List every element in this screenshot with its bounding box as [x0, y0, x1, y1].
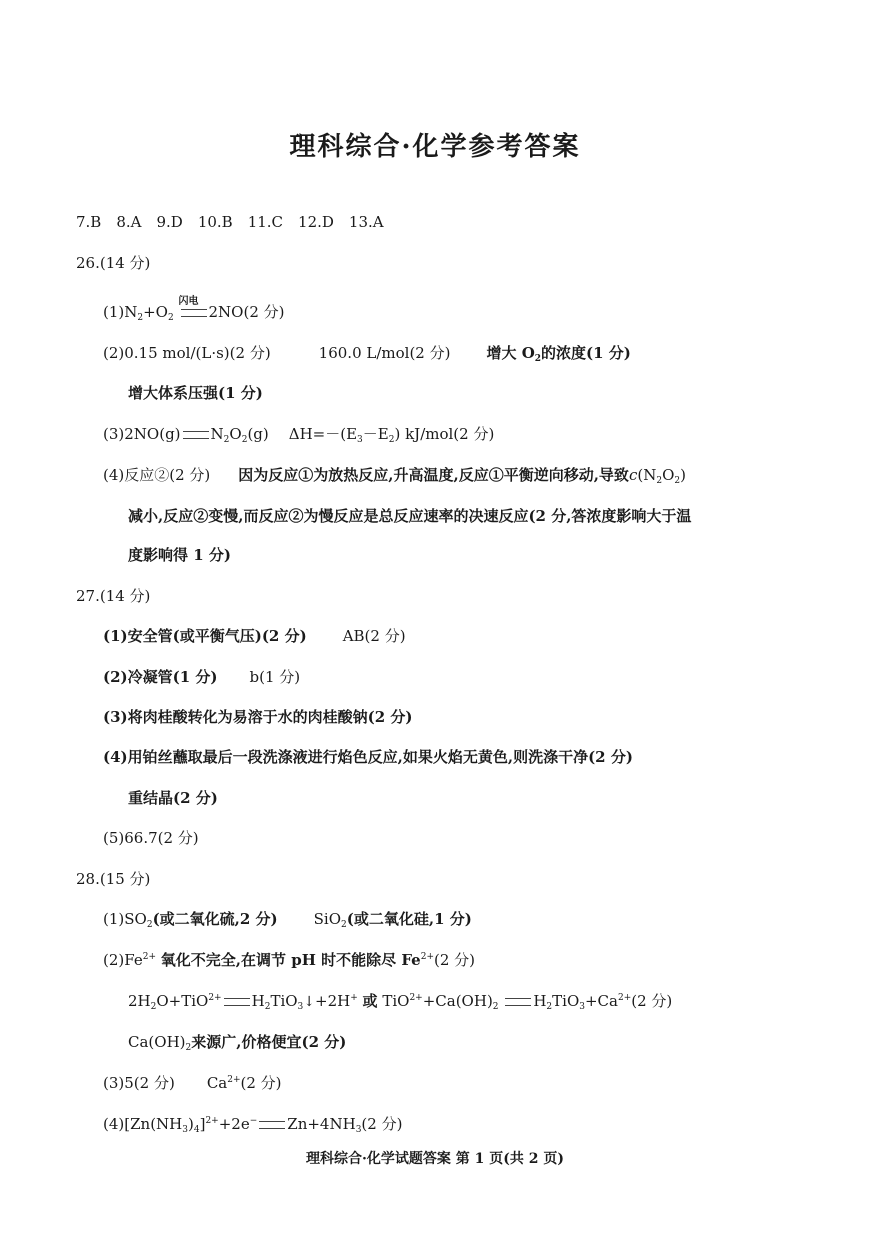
q28-part2: $(2)Fe^{2+}$ 氧化不完全,在调节 pH 时不能除尽 $Fe^{2+}(2$ 分) [103, 951, 476, 969]
q27-part1: (1)安全管(或平衡气压)(2 分) AB(2 分) [103, 627, 406, 645]
q27-part2: (2)冷凝管(1 分) b(1 分) [103, 668, 301, 686]
equals-sign [183, 431, 209, 439]
q26-part2: (2)0.15 mol/(L·s)(2 分) 160.0 L/mol(2 分) 增大 $O_2$的浓度(1 分) [103, 344, 631, 364]
reaction-condition-sign: 闪电 [181, 309, 207, 317]
q26-part1: $(1)N_2+O_2$ 闪电 2NO(2 分) [103, 296, 285, 323]
q26-part2-extra: 增大体系压强(1 分) [128, 384, 263, 402]
equals-sign [224, 998, 250, 1006]
q27-part5: (5)66.7(2 分) [103, 829, 199, 847]
q26-part4-line1: (4)反应②(2 分) 因为反应①为放热反应,升高温度,反应①平衡逆向移动,导致$c(N_2O_2)$ [103, 466, 686, 486]
equals-sign [505, 998, 531, 1006]
q26-part3: (3)2NO(g) $N_2O_2(g)$ $\Delta H=-(E_3-E_2)$ kJ/mol(2 分) [103, 425, 495, 445]
q26-part4-line3: 度影响得 1 分) [128, 546, 231, 564]
q27-part3: (3)将肉桂酸转化为易溶于水的肉桂酸钠(2 分) [103, 708, 413, 726]
page-title: 理科综合·化学参考答案 [289, 132, 581, 162]
choice-answers: 7.B 8.A 9.D 10.B 11.C 12.D 13.A [76, 213, 384, 231]
q28-header: 28.(15 分) [76, 870, 151, 888]
q28-part2-equation: $2H_2O+TiO^{2+}$ $H_2TiO_3↓+2H^+$ 或 $TiO^{2+}+Ca(OH)_2$ $H_2TiO_3+Ca^{2+}(2$ 分) [128, 992, 673, 1012]
q26-part4-line2: 减小,反应②变慢,而反应②为慢反应是总反应速率的决速反应(2 分,答浓度影响大于温 [128, 507, 692, 525]
q28-part4: $(4)[Zn(NH_3)_4]^{2+}+2e^-$ $Zn+4NH_3(2$ 分) [103, 1115, 403, 1135]
q28-part2-reason: $Ca(OH)_2$来源广,价格便宜(2 分) [128, 1033, 347, 1053]
q28-part3: (3)5(2 分) $Ca^{2+}(2$ 分) [103, 1074, 282, 1092]
q26-header: 26.(14 分) [76, 254, 151, 272]
q28-part1: $(1)SO_2$(或二氧化硫,2 分) SiO$_2$(或二氧化硅,1 分) [103, 910, 472, 930]
q27-part4: (4)用铂丝蘸取最后一段洗涤液进行焰色反应,如果火焰无黄色,则洗涤干净(2 分) [103, 748, 633, 766]
equals-sign [259, 1121, 285, 1129]
q27-header: 27.(14 分) [76, 587, 151, 605]
q27-part4-extra: 重结晶(2 分) [128, 789, 218, 807]
page-footer: 理科综合·化学试题答案 第 1 页(共 2 页) [306, 1151, 564, 1167]
